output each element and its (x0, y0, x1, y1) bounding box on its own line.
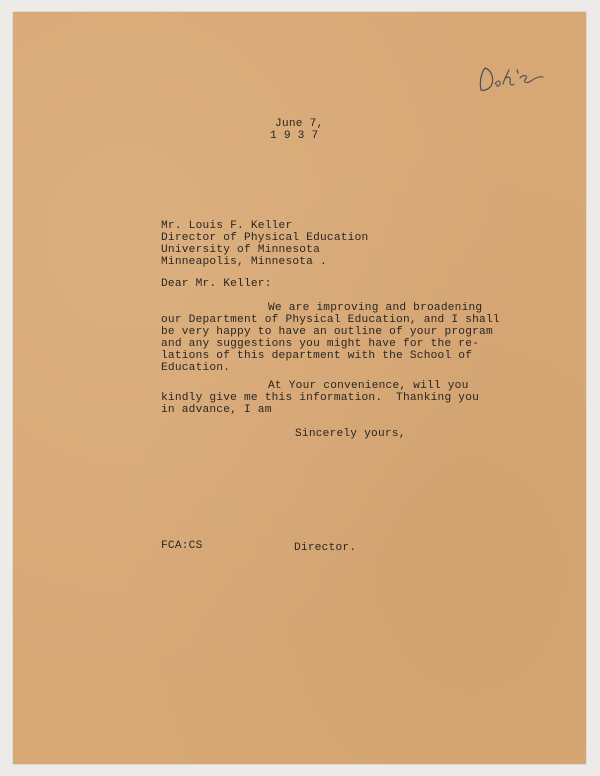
typist-initials: FCA:CS (161, 540, 203, 552)
body-p2-line-3: in advance, I am (161, 404, 272, 416)
signature-title: Director. (294, 542, 357, 554)
body-p1-line-4: and any suggestions you might have for the re- (161, 338, 480, 350)
body-p1-line-3: be very happy to have an outline of your program (161, 326, 493, 338)
closing: Sincerely yours, (295, 428, 406, 440)
handwritten-annotation-scribble (473, 62, 553, 96)
body-p1-line-6: Education. (161, 362, 231, 374)
recipient-name: Mr. Louis F. Keller (161, 220, 293, 232)
body-p2-line-2: kindly give me this information. Thanking you (161, 392, 480, 404)
letter-page (13, 12, 586, 764)
recipient-city: Minneapolis, Minnesota . (161, 256, 327, 268)
date-line-1: June 7, (275, 118, 324, 130)
handwritten-annotation (473, 62, 553, 96)
recipient-title: Director of Physical Education (161, 232, 369, 244)
recipient-institution: University of Minnesota (161, 244, 321, 256)
body-p1-line-5: lations of this department with the School of (161, 350, 473, 362)
date-line-2: 1 9 3 7 (270, 130, 319, 142)
body-p1-line-2: our Department of Physical Education, and I shall (161, 314, 500, 326)
salutation: Dear Mr. Keller: (161, 278, 272, 290)
body-p2-line-1: At Your convenience, will you (268, 380, 469, 392)
body-p1-line-1: We are improving and broadening (268, 302, 483, 314)
